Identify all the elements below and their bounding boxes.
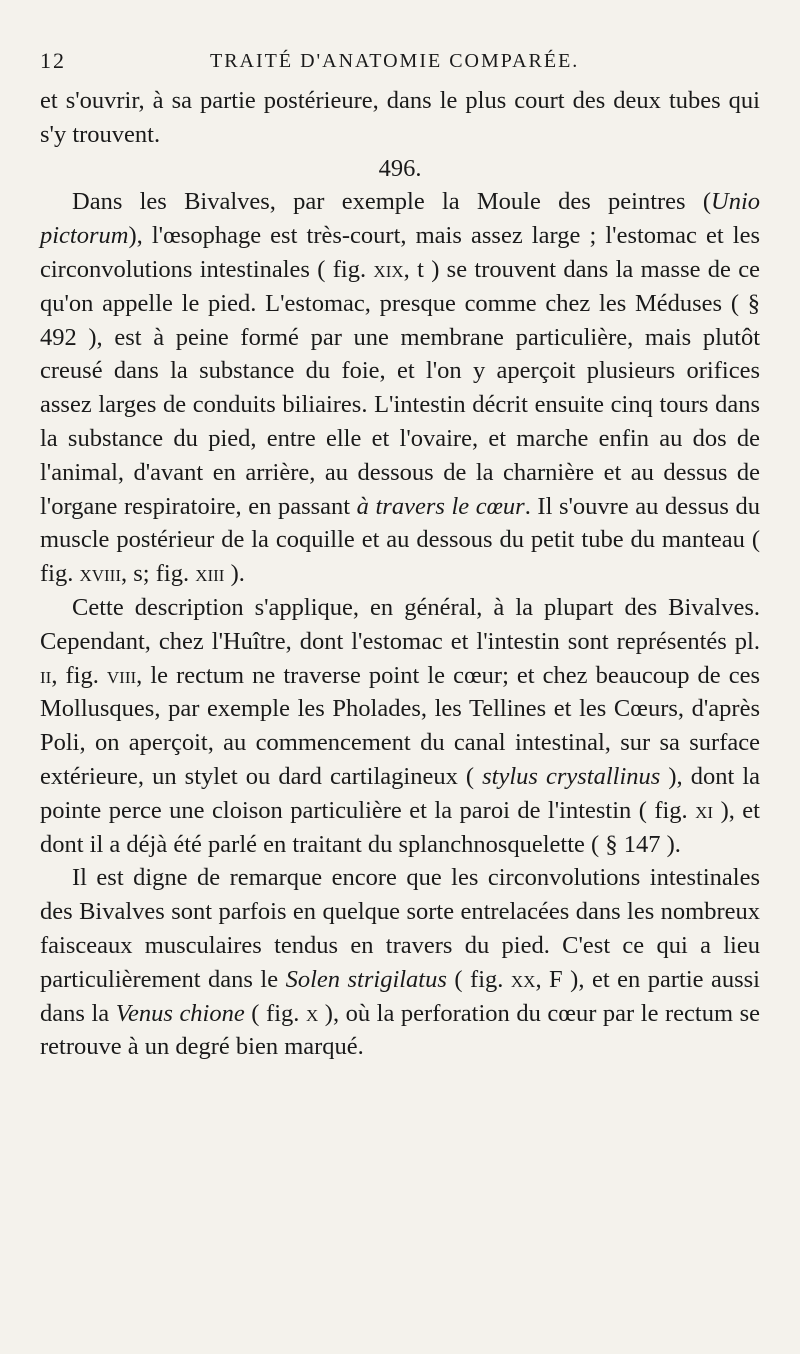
text-run: , le rectum ne traverse point le cœur; et chez beaucoup de ces Mollusques, par exemple les Pholades, les Tellines et les Cœurs, d'après Poli, on aperçoit, au commencement du canal intestinal, sur sa surface extérieure, un stylet ou dard cartilagineux ( [40, 661, 760, 790]
species-name: Venus chione [115, 999, 245, 1027]
figure-ref: xx [510, 965, 536, 993]
page-number: 12 [40, 48, 66, 73]
text-run: ), dont la pointe perce une cloison particulière et la paroi de l'intestin ( fig. [40, 762, 761, 824]
plate-ref: ii [40, 661, 52, 689]
text-run: ), l'œsophage est très-court, mais assez large ; l'estomac et les circonvolutions intestinales ( fig. [40, 222, 760, 283]
figure-ref: x [305, 999, 319, 1027]
text-run: Dans les Bivalves, par exemple la Moule des peintres ( [72, 188, 711, 216]
figure-ref: xiii [195, 560, 225, 588]
figure-ref: xi [695, 796, 714, 824]
text-run: ( fig. [446, 965, 511, 993]
text-run: , F ), et en partie aussi dans la [40, 965, 760, 1027]
text-run: ), où la perforation du cœur par le rectum se retrouve à un degré bien marqué. [40, 999, 760, 1061]
page-header [40, 48, 760, 78]
running-head: TRAITÉ D'ANATOMIE COMPARÉE. [210, 50, 580, 72]
text-run: , fig. [51, 661, 107, 689]
section-number: 496. [378, 154, 422, 182]
text-run: et s'ouvrir, à sa partie postérieure, dans le plus court des deux tubes qui s'y trouvent. [40, 87, 760, 148]
paragraph-1 [40, 185, 760, 591]
text-run: Il est digne de remarque encore que les circonvolutions intestinales des Bivalves sont parfois en quelque sorte entrelacées dans les nombreux faisceaux musculaires tendus en travers du pied. C'est ce qui a lieu particulièrement dans le [40, 864, 760, 993]
text-run: ). [224, 560, 245, 588]
species-name: Solen strigilatus [285, 965, 447, 993]
text-run: , t ) se trouvent dans la masse de ce qu'on appelle le pied. L'estomac, presque comme chez les Méduses ( § 492 ), est à peine formé par une membrane particulière, mais plutôt creusé dans la substance du foie, et l'on y aperçoit plusieurs orifices assez larges de conduits biliaires. L'intestin décrit ensuite cinq tours dans la substance du pied, entre elle et l'ovaire, et marche enfin au dos de l'animal, d'avant en arrière, au dessous de la charnière et au dessus de l'organe respiratoire, en passant [40, 255, 760, 520]
text-run: , s; fig. [121, 560, 196, 588]
figure-ref: viii [106, 661, 137, 689]
paragraph-3 [40, 861, 760, 1064]
emphasis: à travers le cœur [356, 492, 525, 520]
text-run: ), et dont il a déjà été parlé en traitant du splanchnosquelette ( § 147 ). [40, 796, 760, 858]
figure-ref: xix [373, 255, 404, 283]
figure-ref: xviii [79, 560, 122, 588]
text-run: Cette description s'applique, en général, à la plupart des Bivalves. Cependant, chez l'Huître, dont l'estomac et l'intestin sont représentés pl. [40, 593, 760, 655]
paragraph-continued [40, 84, 760, 152]
latin-term: stylus crystallinus [482, 762, 661, 790]
species-name: Unio pictorum [40, 188, 760, 250]
text-run: ( fig. [244, 999, 306, 1027]
body-text [40, 84, 760, 1064]
text-run: . Il s'ouvre au dessus du muscle postérieur de la coquille et au dessous du petit tube du manteau ( fig. [40, 492, 760, 588]
paragraph-2 [40, 591, 760, 861]
